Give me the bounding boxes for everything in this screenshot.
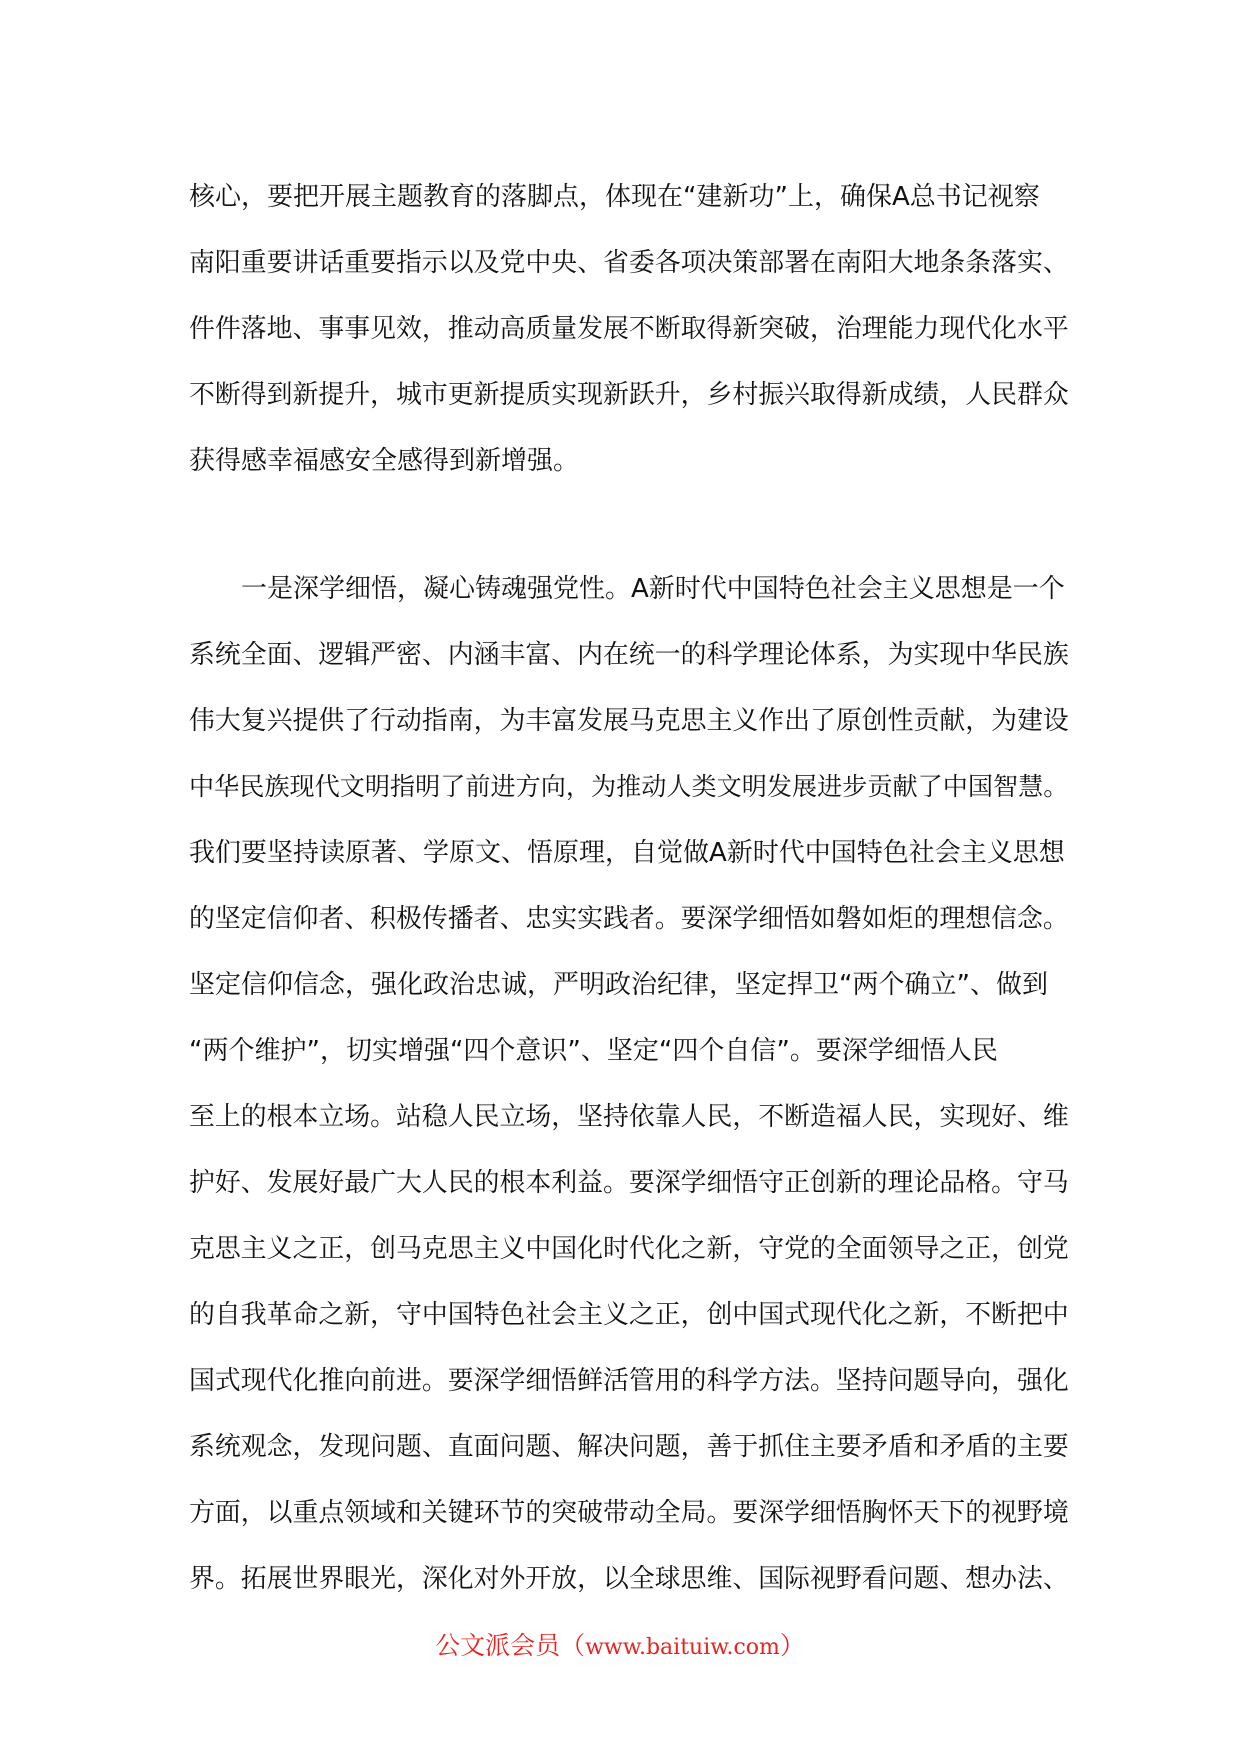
text-line: 南阳重要讲话重要指示以及党中央、省委各项决策部署在南阳大地条条落实、: [189, 248, 1069, 278]
footer-url-link[interactable]: www.baituiw.com: [585, 1635, 780, 1660]
footer-suffix: ）: [779, 1631, 805, 1660]
text-line: 获得感幸福感安全感得到新增强。: [189, 446, 580, 476]
text-line: 界。拓展世界眼光，深化对外开放，以全球思维、国际视野看问题、想办法、: [189, 1564, 1069, 1594]
footer-prefix: 公文派会员（: [435, 1631, 586, 1660]
text-line: 方面，以重点领域和关键环节的突破带动全局。要深学细悟胸怀天下的视野境: [189, 1498, 1069, 1528]
text-line: 克思主义之正，创马克思主义中国化时代化之新，守党的全面领导之正，创党: [189, 1234, 1069, 1264]
text-line: 中华民族现代文明指明了前进方向，为推动人类文明发展进步贡献了中国智慧。: [189, 772, 1069, 801]
text-line: “两个维护”，切实增强“四个意识”、坚定“四个自信”。要深学细悟人民: [189, 1036, 998, 1066]
text-line: 护好、发展好最广大人民的根本利益。要深学细悟守正创新的理论品格。守马: [189, 1168, 1069, 1198]
text-line: 不断得到新提升，城市更新提质实现新跃升，乡村振兴取得新成绩，人民群众: [189, 380, 1069, 410]
text-line: 件件落地、事事见效，推动高质量发展不断取得新突破，治理能力现代化水平: [189, 314, 1069, 344]
text-line: 国式现代化推向前进。要深学细悟鲜活管用的科学方法。坚持问题导向，强化: [189, 1366, 1069, 1396]
paragraph-2: [189, 556, 1069, 1612]
text-line: 的坚定信仰者、积极传播者、忠实实践者。要深学细悟如磐如炬的理想信念。: [189, 904, 1069, 934]
text-line: 伟大复兴提供了行动指南，为丰富发展马克思主义作出了原创性贡献，为建设: [189, 706, 1069, 736]
text-line-first-indented: 一是深学细悟，凝心铸魂强党性。A新时代中国特色社会主义思想是一个: [241, 574, 1065, 604]
text-line: 的自我革命之新，守中国特色社会主义之正，创中国式现代化之新，不断把中: [189, 1300, 1069, 1330]
footer-watermark: [0, 1626, 1240, 1668]
text-line: 至上的根本立场。站稳人民立场，坚持依靠人民，不断造福人民，实现好、维: [189, 1102, 1069, 1132]
text-line: 我们要坚持读原著、学原文、悟原理，自觉做A新时代中国特色社会主义思想: [189, 838, 1065, 868]
text-line: 坚定信仰信念，强化政治忠诚，严明政治纪律，坚定捍卫“两个确立”、做到: [189, 970, 1048, 1000]
text-line: 系统观念，发现问题、直面问题、解决问题，善于抓住主要矛盾和矛盾的主要: [189, 1432, 1069, 1462]
paragraph-1: [189, 164, 1069, 494]
text-line: 系统全面、逻辑严密、内涵丰富、内在统一的科学理论体系，为实现中华民族: [189, 640, 1069, 670]
text-line: 核心，要把开展主题教育的落脚点，体现在“建新功”上，确保A总书记视察: [189, 182, 1040, 212]
